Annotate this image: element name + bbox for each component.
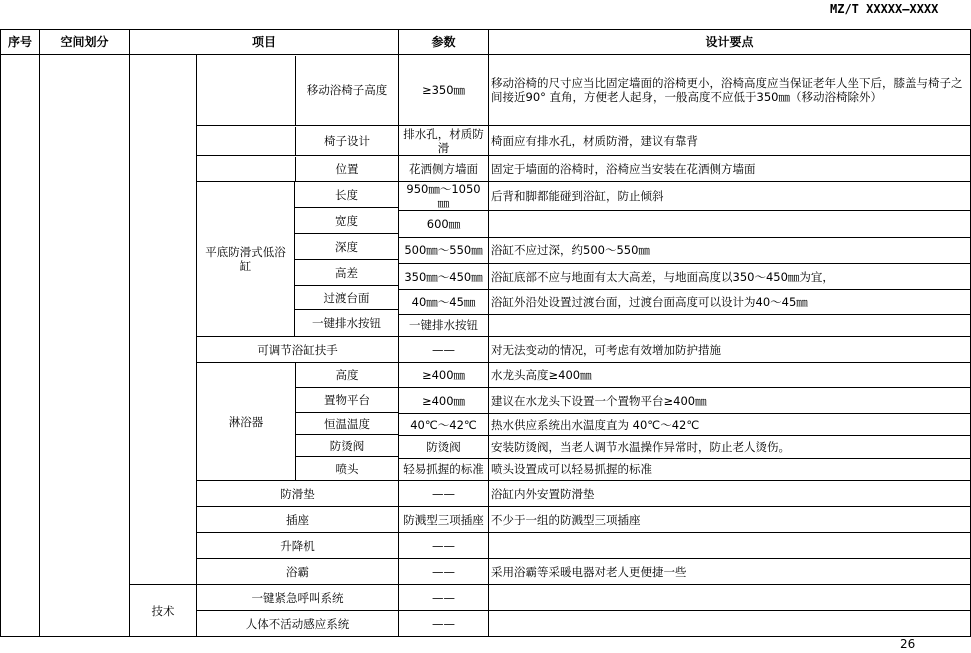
design-point-cell — [489, 585, 971, 611]
table-row — [1, 55, 971, 126]
item-label: 椅子设计 — [324, 133, 370, 148]
tub-group-label: 平底防滑式低浴缸 — [197, 182, 295, 336]
param-cell: —— — [399, 585, 489, 611]
design-point-cell — [489, 211, 971, 237]
param-cell: ≥350㎜ — [399, 55, 489, 126]
sub-item-cell — [197, 156, 399, 182]
design-point-cell: 喷头设置成可以轻易抓握的标准 — [489, 458, 971, 480]
design-point-cell: 水龙头高度≥400㎜ — [489, 363, 971, 388]
table-row — [1, 585, 971, 611]
item-cell: 升降机 — [197, 533, 399, 559]
param-cell: ≥400㎜ — [399, 363, 489, 388]
item-label: 长度 — [295, 182, 398, 208]
param-cell: ≥400㎜ — [399, 388, 489, 413]
sub-item-cell — [197, 126, 399, 156]
col-header-index: 序号 — [1, 30, 40, 55]
param-cell: 排水孔，材质防滑 — [399, 126, 489, 156]
design-point-cell: 固定于墙面的浴椅时，浴椅应当安装在花洒侧方墙面 — [489, 156, 971, 182]
design-point-cell — [489, 533, 971, 559]
design-point-cell: 浴缸外沿处设置过渡台面，过渡台面高度可以设计为40～45㎜ — [489, 290, 971, 314]
item-cell: 人体不活动感应系统 — [197, 611, 399, 637]
item-label: 置物平台 — [296, 388, 398, 413]
item-cell: 浴霸 — [197, 559, 399, 585]
space-cell — [40, 55, 130, 637]
col-header-param: 参数 — [399, 30, 489, 55]
design-point-cell: 后背和脚都能碰到浴缸，防止倾斜 — [489, 182, 971, 211]
index-cell — [1, 55, 40, 637]
design-point-cell: 浴缸不应过深，约500～550㎜ — [489, 237, 971, 263]
category-cell — [130, 55, 197, 585]
param-cell: —— — [399, 337, 489, 363]
design-point-cell — [489, 314, 971, 336]
design-point-cell — [489, 611, 971, 637]
param-cell: 防溅型三项插座 — [399, 507, 489, 533]
col-header-item: 项目 — [130, 30, 399, 55]
item-label: 宽度 — [295, 208, 398, 234]
tub-group-cell — [197, 182, 399, 337]
item-label: 恒温温度 — [296, 413, 398, 435]
design-point-cell: 移动浴椅的尺寸应当比固定墙面的浴椅更小，浴椅高度应当保证老年人坐下后，膝盖与椅子之间接近90° 直角，方便老人起身，一般高度不应低于350㎜（移动浴椅除外） — [489, 55, 971, 126]
param-cell: 轻易抓握的标准 — [399, 458, 489, 480]
table-header-row — [1, 30, 971, 55]
param-cell: —— — [399, 559, 489, 585]
param-cell: —— — [399, 533, 489, 559]
param-cell: —— — [399, 611, 489, 637]
item-label: 过渡台面 — [295, 286, 398, 310]
design-point-cell: 采用浴霸等采暖电器对老人更便捷一些 — [489, 559, 971, 585]
param-cell: 40℃～42℃ — [399, 413, 489, 435]
param-cell: 一键排水按钮 — [399, 314, 489, 336]
param-cell: 500㎜～550㎜ — [399, 237, 489, 263]
item-label: 高差 — [295, 260, 398, 286]
item-label: 移动浴椅子高度 — [306, 83, 388, 97]
param-cell: —— — [399, 481, 489, 507]
design-point-cell: 浴缸底部不应与地面有太大高差，与地面高度以350～450㎜为宜， — [489, 264, 971, 290]
document-code: MZ/T XXXXX—XXXX — [830, 2, 939, 16]
item-cell: 一键紧急呼叫系统 — [197, 585, 399, 611]
item-label: 深度 — [295, 234, 398, 260]
item-cell: 防滑垫 — [197, 481, 399, 507]
param-cell: 防烫阀 — [399, 436, 489, 458]
param-cell: 350㎜～450㎜ — [399, 264, 489, 290]
item-label: 位置 — [335, 161, 359, 176]
shower-group-cell — [197, 363, 399, 481]
col-header-design-points: 设计要点 — [489, 30, 971, 55]
param-cell: 花洒侧方墙面 — [399, 156, 489, 182]
shower-group-label: 淋浴器 — [197, 363, 296, 480]
col-header-space: 空间划分 — [40, 30, 130, 55]
item-label: 防烫阀 — [296, 435, 398, 457]
item-label: 一键排水按钮 — [312, 316, 381, 330]
design-point-cell: 安装防烫阀，当老人调节水温操作异常时，防止老人烫伤。 — [489, 436, 971, 458]
item-label: 喷头 — [335, 461, 359, 476]
design-spec-table — [0, 29, 971, 637]
item-label: 高度 — [296, 363, 398, 388]
param-cell: 600㎜ — [399, 211, 489, 237]
item-cell: 可调节浴缸扶手 — [197, 337, 399, 363]
design-point-cell: 不少于一组的防溅型三项插座 — [489, 507, 971, 533]
design-point-cell: 对无法变动的情况，可考虑有效增加防护措施 — [489, 337, 971, 363]
page-number: 26 — [900, 637, 916, 651]
tech-group-cell: 技术 — [130, 585, 197, 637]
design-point-cell: 椅面应有排水孔，材质防滑，建议有靠背 — [489, 126, 971, 156]
design-point-cell: 热水供应系统出水温度直为 40℃～42℃ — [489, 413, 971, 435]
sub-item-cell — [197, 55, 399, 126]
param-cell: 40㎜～45㎜ — [399, 290, 489, 314]
design-point-cell: 浴缸内外安置防滑垫 — [489, 481, 971, 507]
item-cell: 插座 — [197, 507, 399, 533]
design-point-cell: 建议在水龙头下设置一个置物平台≥400㎜ — [489, 388, 971, 413]
param-cell: 950㎜～1050㎜ — [399, 182, 489, 211]
